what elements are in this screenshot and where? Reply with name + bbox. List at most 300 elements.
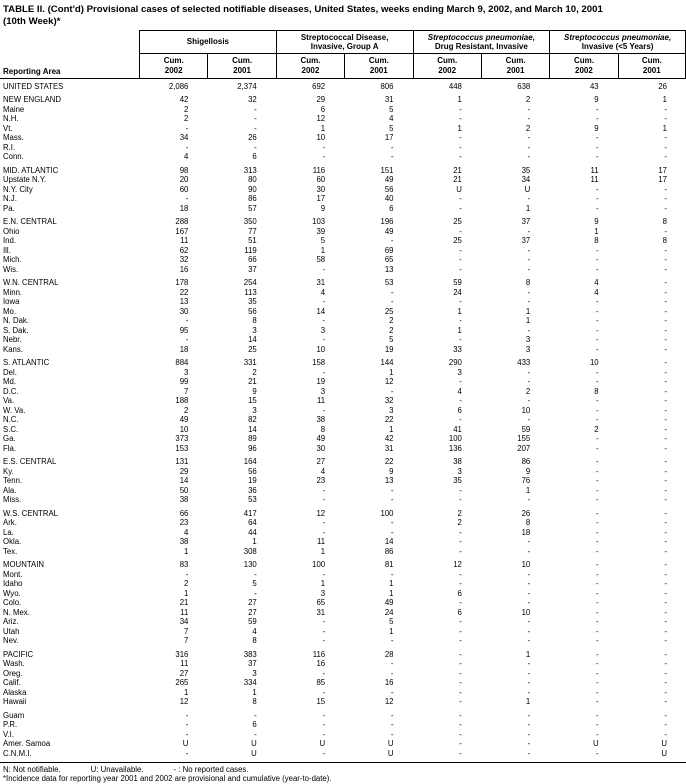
table-row — [0, 636, 686, 646]
value-cell: 119 — [244, 245, 257, 255]
value-cell: - — [527, 152, 531, 162]
value-cell: - — [664, 358, 667, 368]
value-cell: 22 — [384, 457, 394, 467]
table-row — [0, 124, 686, 134]
table-row — [0, 495, 686, 505]
value-cell: 8 — [662, 236, 667, 246]
value-cell: 6 — [252, 720, 257, 730]
value-cell: 1 — [594, 226, 599, 236]
table-row — [0, 227, 686, 237]
value-cell: - — [664, 527, 667, 537]
value-cell: U — [319, 739, 326, 749]
table-row — [0, 697, 686, 707]
value-cell: - — [664, 203, 667, 213]
table-row — [0, 467, 686, 477]
value-cell: - — [390, 527, 394, 537]
table-row — [0, 345, 686, 355]
reporting-area-cell: Mass. — [3, 133, 24, 143]
value-cell: 3 — [457, 367, 462, 377]
value-cell: 31 — [316, 607, 326, 617]
value-cell: - — [459, 335, 462, 345]
value-cell: 3 — [457, 466, 462, 476]
value-cell: - — [459, 636, 462, 646]
value-cell: 6 — [320, 104, 326, 114]
value-cell: 4 — [320, 287, 326, 297]
reporting-area-cell: Idaho — [3, 579, 23, 589]
reporting-area-cell: Oreg. — [3, 668, 23, 678]
value-cell: - — [596, 194, 599, 204]
value-cell: - — [664, 396, 667, 406]
table-row — [0, 476, 686, 486]
value-cell: 4 — [184, 527, 189, 537]
value-cell: 9 — [594, 95, 599, 105]
value-cell: - — [664, 377, 667, 387]
value-cell: 17 — [658, 175, 667, 185]
reporting-area-cell: Mont. — [3, 569, 23, 579]
value-cell: 383 — [243, 649, 257, 659]
value-cell: - — [596, 710, 599, 720]
table-row — [0, 326, 686, 336]
value-cell: 1 — [184, 546, 189, 556]
value-cell: 7 — [184, 636, 189, 646]
value-cell: 1 — [525, 203, 531, 213]
value-cell: - — [527, 710, 531, 720]
value-cell: - — [254, 123, 257, 133]
cum-label: Cum. — [163, 56, 184, 66]
value-cell: 1 — [525, 306, 531, 316]
header-cum-row — [0, 54, 686, 79]
value-cell: - — [459, 579, 462, 589]
value-cell: - — [390, 668, 394, 678]
table-section — [0, 82, 686, 92]
value-cell: 3 — [252, 668, 257, 678]
value-cell: - — [322, 405, 326, 415]
value-cell: - — [527, 748, 531, 758]
reporting-area-cell: Upstate N.Y. — [3, 175, 47, 185]
table-row — [0, 175, 686, 185]
value-cell: - — [459, 396, 462, 406]
value-cell: - — [390, 152, 394, 162]
reporting-area-cell: Kans. — [3, 344, 23, 354]
value-cell: 6 — [457, 405, 462, 415]
value-cell: - — [664, 104, 667, 114]
value-cell: - — [596, 748, 599, 758]
value-cell: - — [596, 569, 599, 579]
reporting-area-cell: S.C. — [3, 424, 19, 434]
value-cell: 11 — [317, 537, 326, 547]
value-cell: - — [254, 729, 257, 739]
value-cell: 23 — [179, 518, 189, 528]
value-cell: U — [524, 184, 531, 194]
value-cell: - — [664, 588, 667, 598]
value-cell: 151 — [380, 165, 394, 175]
value-cell: 136 — [448, 443, 462, 453]
value-cell: 35 — [453, 476, 462, 486]
value-cell: 17 — [316, 194, 326, 204]
value-cell: - — [596, 678, 599, 688]
table-row — [0, 255, 686, 265]
reporting-area-cell: Ind. — [3, 236, 17, 246]
value-cell: - — [596, 527, 599, 537]
value-cell: - — [664, 142, 667, 152]
value-cell: 26 — [521, 508, 531, 518]
value-cell: - — [322, 518, 326, 528]
column-group-label-line1: Streptococcus pneumoniae, — [564, 32, 672, 42]
value-cell: - — [322, 495, 326, 505]
value-cell: - — [459, 710, 462, 720]
value-cell: 34 — [521, 175, 531, 185]
value-cell: - — [322, 316, 326, 326]
value-cell: 1 — [320, 546, 326, 556]
value-cell: - — [390, 687, 394, 697]
value-cell: 60 — [316, 175, 326, 185]
value-cell: - — [596, 297, 599, 307]
value-cell: U — [661, 739, 667, 749]
value-cell: 100 — [448, 434, 462, 444]
value-cell: - — [596, 325, 599, 335]
value-cell: 20 — [179, 175, 189, 185]
footnote-no-reported-cases: - : No reported cases. — [173, 764, 249, 774]
value-cell: - — [390, 569, 394, 579]
value-cell: - — [527, 287, 531, 297]
value-cell: - — [527, 617, 531, 627]
reporting-area-cell: Ariz. — [3, 617, 19, 627]
reporting-area-cell: La. — [3, 527, 14, 537]
value-cell: 1 — [252, 687, 257, 697]
value-cell: - — [596, 443, 599, 453]
value-cell: 3 — [525, 335, 531, 345]
value-cell: 38 — [179, 537, 189, 547]
value-cell: 9 — [320, 203, 326, 213]
value-cell: - — [664, 335, 667, 345]
value-cell: - — [664, 569, 667, 579]
table-row — [0, 518, 686, 528]
value-cell: 39 — [316, 226, 326, 236]
value-cell: 26 — [248, 133, 257, 143]
value-cell: 1 — [662, 95, 667, 105]
value-cell: - — [459, 203, 462, 213]
value-cell: - — [596, 495, 599, 505]
value-cell: 43 — [589, 81, 599, 91]
value-cell: 290 — [448, 358, 462, 368]
value-cell: 4 — [594, 287, 599, 297]
table-row — [0, 95, 686, 105]
value-cell: 25 — [453, 236, 462, 246]
value-cell: - — [664, 560, 667, 570]
reporting-area-cell: Tenn. — [3, 476, 23, 486]
value-cell: 15 — [316, 697, 326, 707]
value-cell: 49 — [384, 598, 394, 608]
table-row — [0, 152, 686, 162]
table-title — [0, 4, 686, 27]
value-cell: - — [664, 720, 667, 730]
value-cell: - — [185, 194, 189, 204]
value-cell: - — [664, 344, 667, 354]
cum-label: Cum. — [641, 56, 662, 66]
value-cell: - — [596, 335, 599, 345]
value-cell: 3 — [320, 386, 326, 396]
value-cell: 14 — [248, 424, 257, 434]
reporting-area-cell: Guam — [3, 710, 25, 720]
value-cell: 2 — [457, 508, 462, 518]
value-cell: - — [596, 457, 599, 467]
value-cell: - — [254, 588, 257, 598]
value-cell: 38 — [453, 457, 462, 467]
value-cell: 5 — [389, 123, 394, 133]
value-cell: 316 — [175, 649, 189, 659]
value-cell: - — [459, 142, 462, 152]
value-cell: 58 — [316, 255, 326, 265]
value-cell: 65 — [316, 598, 326, 608]
value-cell: - — [322, 710, 326, 720]
cum-year-header — [276, 54, 344, 78]
value-cell: - — [664, 678, 667, 688]
table-row — [0, 246, 686, 256]
value-cell: - — [527, 598, 531, 608]
value-cell: 4 — [252, 626, 257, 636]
value-cell: 82 — [248, 415, 257, 425]
value-cell: 59 — [453, 278, 462, 288]
value-cell: 13 — [384, 476, 394, 486]
value-cell: 86 — [521, 457, 531, 467]
value-cell: 207 — [517, 443, 531, 453]
value-cell: - — [664, 598, 667, 608]
reporting-area-cell: E.S. CENTRAL — [3, 457, 57, 467]
value-cell: 8 — [525, 518, 531, 528]
value-cell: - — [664, 443, 667, 453]
table-row — [0, 358, 686, 368]
value-cell: - — [596, 142, 599, 152]
value-cell: 37 — [521, 217, 531, 227]
value-cell: 6 — [457, 588, 462, 598]
value-cell: - — [596, 626, 599, 636]
value-cell: 37 — [248, 659, 257, 669]
value-cell: 884 — [175, 358, 189, 368]
value-cell: 1 — [457, 306, 462, 316]
column-group-label-line1: Streptococcus pneumoniae, — [427, 32, 535, 42]
value-cell: 30 — [316, 443, 326, 453]
value-cell: - — [664, 485, 667, 495]
value-cell: 35 — [521, 165, 531, 175]
value-cell: 85 — [316, 678, 326, 688]
value-cell: 42 — [179, 95, 189, 105]
cum-year-header — [207, 54, 275, 78]
value-cell: - — [664, 495, 667, 505]
value-cell: 1 — [389, 588, 394, 598]
value-cell: - — [527, 255, 531, 265]
reporting-area-cell: V.I. — [3, 729, 14, 739]
table-row — [0, 278, 686, 288]
value-cell: 9 — [594, 123, 599, 133]
value-cell: 98 — [179, 165, 189, 175]
value-cell: - — [527, 687, 531, 697]
value-cell: - — [664, 306, 667, 316]
value-cell: 3 — [252, 325, 257, 335]
value-cell: - — [664, 697, 667, 707]
value-cell: - — [459, 748, 462, 758]
reporting-area-cell: Ky. — [3, 466, 14, 476]
value-cell: 2 — [525, 386, 531, 396]
value-cell: 49 — [384, 175, 394, 185]
column-group-header — [413, 30, 550, 54]
table-row — [0, 185, 686, 195]
column-group-header — [139, 30, 276, 54]
table-row — [0, 143, 686, 153]
value-cell: - — [459, 668, 462, 678]
table-row — [0, 608, 686, 618]
value-cell: - — [459, 687, 462, 697]
value-cell: 44 — [248, 527, 257, 537]
reporting-area-cell: Del. — [3, 367, 17, 377]
table-section — [0, 457, 686, 505]
value-cell: 25 — [248, 344, 257, 354]
reporting-area-cell: Ohio — [3, 226, 20, 236]
reporting-area-cell: Wis. — [3, 264, 19, 274]
value-cell: - — [596, 617, 599, 627]
value-cell: 10 — [521, 405, 531, 415]
value-cell: - — [596, 405, 599, 415]
reporting-area-cell: N. Mex. — [3, 607, 30, 617]
value-cell: 60 — [179, 184, 189, 194]
value-cell: 5 — [389, 104, 394, 114]
value-cell: 25 — [384, 306, 394, 316]
value-cell: - — [664, 710, 667, 720]
table-row — [0, 598, 686, 608]
value-cell: - — [596, 306, 599, 316]
value-cell: - — [664, 607, 667, 617]
value-cell: - — [322, 485, 326, 495]
value-cell: - — [390, 729, 394, 739]
value-cell: - — [527, 579, 531, 589]
table-row — [0, 589, 686, 599]
value-cell: - — [664, 325, 667, 335]
value-cell: 19 — [384, 344, 394, 354]
value-cell: 806 — [380, 81, 394, 91]
value-cell: 16 — [316, 659, 326, 669]
value-cell: - — [459, 720, 462, 730]
value-cell: 692 — [312, 81, 326, 91]
cum-year-header — [139, 54, 207, 78]
value-cell: - — [664, 457, 667, 467]
value-cell: - — [459, 297, 462, 307]
cum-label: Cum. — [573, 56, 594, 66]
value-cell: 81 — [384, 560, 394, 570]
value-cell: - — [527, 377, 531, 387]
value-cell: - — [254, 142, 257, 152]
table-row — [0, 194, 686, 204]
value-cell: 49 — [316, 434, 326, 444]
value-cell: 24 — [453, 287, 462, 297]
value-cell: - — [596, 720, 599, 730]
value-cell: 86 — [248, 194, 257, 204]
table-section — [0, 358, 686, 453]
column-group-label-line1: Shigellosis — [186, 37, 229, 47]
value-cell: 9 — [594, 217, 599, 227]
cum-year-header — [481, 54, 549, 78]
value-cell: - — [527, 104, 531, 114]
value-cell: 265 — [175, 678, 189, 688]
value-cell: - — [390, 710, 394, 720]
value-cell: - — [459, 415, 462, 425]
value-cell: 53 — [384, 278, 394, 288]
value-cell: 116 — [312, 165, 326, 175]
year-label: 2002 — [438, 65, 457, 75]
value-cell: - — [664, 226, 667, 236]
value-cell: 28 — [384, 649, 394, 659]
year-label: 2002 — [575, 65, 593, 75]
table-row — [0, 627, 686, 637]
value-cell: - — [390, 386, 394, 396]
value-cell: - — [664, 245, 667, 255]
value-cell: 3 — [320, 325, 326, 335]
table-row — [0, 739, 686, 749]
value-cell: - — [527, 264, 531, 274]
table-row — [0, 415, 686, 425]
value-cell: 8 — [662, 217, 667, 227]
reporting-area-cell: Alaska — [3, 687, 27, 697]
reporting-area-cell: Minn. — [3, 287, 23, 297]
value-cell: 1 — [320, 579, 326, 589]
value-cell: 3 — [252, 405, 257, 415]
reporting-area-cell: UNITED STATES — [3, 81, 64, 91]
value-cell: 31 — [384, 443, 394, 453]
cum-year-header — [344, 54, 412, 78]
value-cell: 9 — [252, 386, 257, 396]
value-cell: 38 — [316, 415, 326, 425]
value-cell: 2 — [184, 579, 189, 589]
reporting-area-cell: N. Dak. — [3, 316, 29, 326]
value-cell: 8 — [252, 636, 257, 646]
value-cell: 1 — [320, 245, 326, 255]
value-cell: 417 — [243, 508, 257, 518]
reporting-area-cell: Calif. — [3, 678, 21, 688]
value-cell: U — [387, 748, 394, 758]
value-cell: 59 — [521, 424, 531, 434]
value-cell: 41 — [453, 424, 462, 434]
value-cell: - — [527, 588, 531, 598]
value-cell: 2 — [184, 405, 189, 415]
value-cell: - — [596, 466, 599, 476]
value-cell: 90 — [248, 184, 257, 194]
value-cell: - — [664, 316, 667, 326]
value-cell: - — [459, 226, 462, 236]
value-cell: - — [596, 546, 599, 556]
reporting-area-cell: N.Y. City — [3, 184, 33, 194]
value-cell: - — [527, 636, 531, 646]
value-cell: - — [596, 415, 599, 425]
value-cell: - — [459, 316, 462, 326]
value-cell: 178 — [175, 278, 189, 288]
value-cell: 56 — [248, 306, 257, 316]
value-cell: - — [459, 649, 462, 659]
reporting-area-cell: W.N. CENTRAL — [3, 278, 59, 288]
value-cell: 331 — [243, 358, 257, 368]
column-group-label-line1: Streptococcal Disease, — [300, 32, 389, 42]
value-cell: - — [596, 367, 599, 377]
value-cell: 17 — [384, 133, 394, 143]
value-cell: 8 — [525, 278, 531, 288]
value-cell: 1 — [662, 123, 667, 133]
value-cell: 35 — [248, 297, 257, 307]
value-cell: 96 — [248, 443, 257, 453]
value-cell: 38 — [179, 495, 189, 505]
value-cell: - — [664, 546, 667, 556]
value-cell: 10 — [316, 344, 326, 354]
reporting-area-cell: Okla. — [3, 537, 22, 547]
value-cell: 2 — [252, 367, 257, 377]
value-cell: 32 — [248, 95, 257, 105]
value-cell: 49 — [384, 226, 394, 236]
